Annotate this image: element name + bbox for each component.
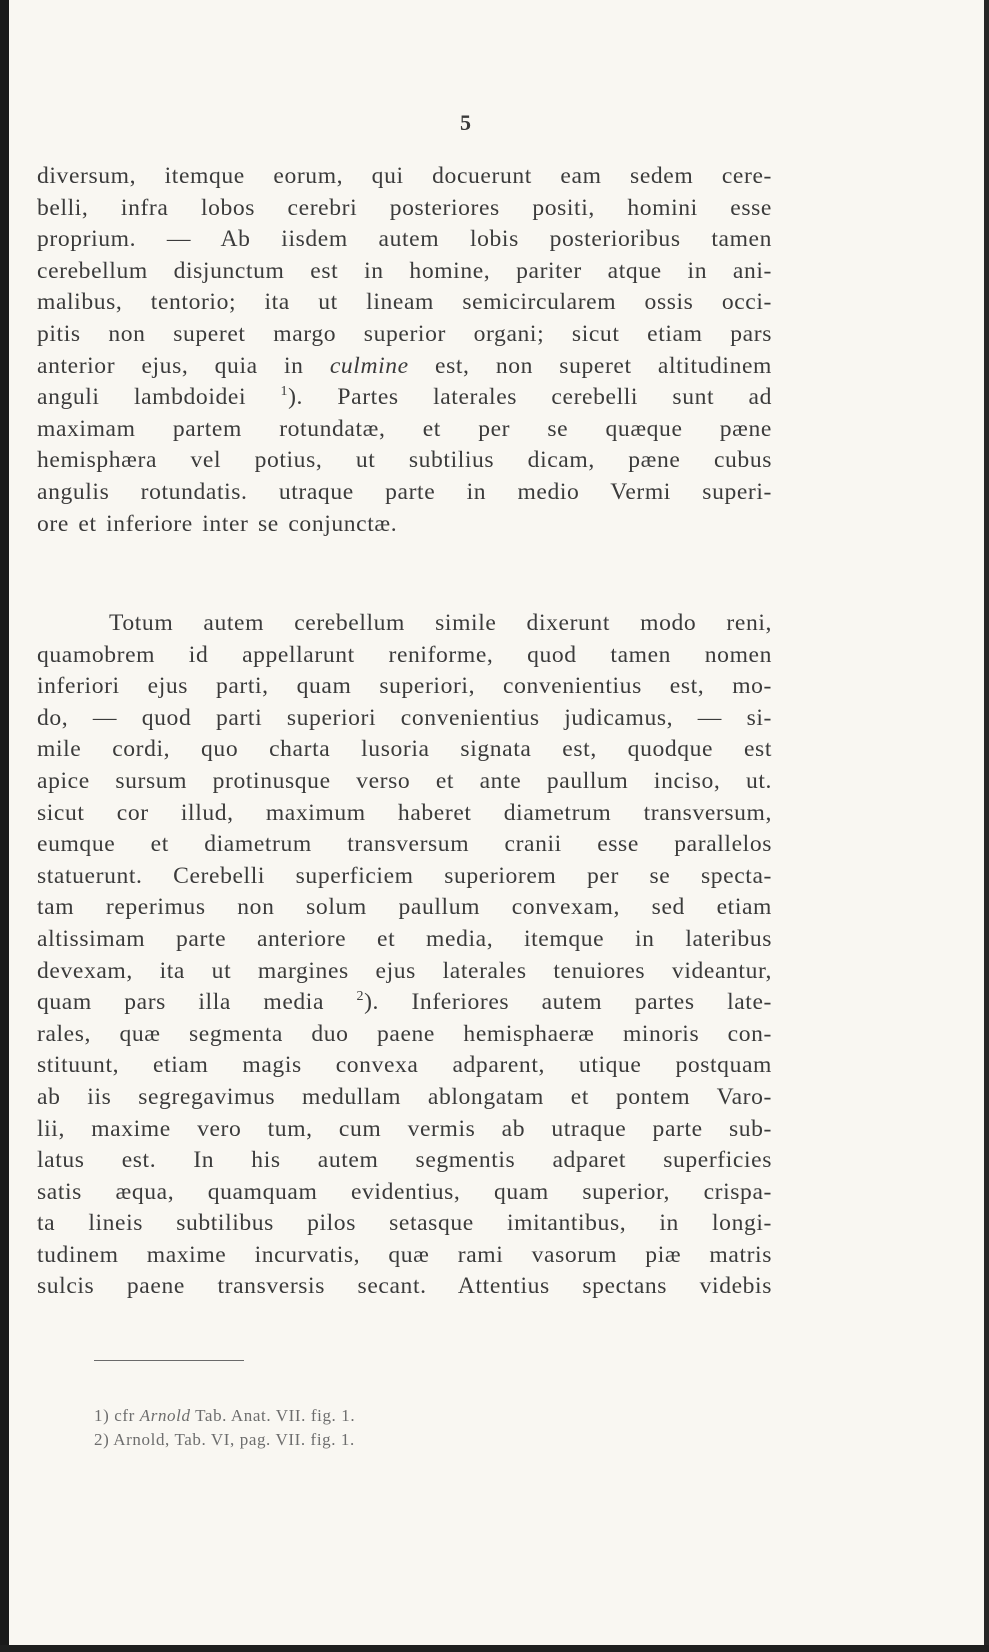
line-text: quam pars illa media — [37, 989, 357, 1016]
text-line: rales, quæ segmenta duo paene hemisphaeræ minoris con- — [37, 1020, 772, 1047]
text-line: belli, infra lobos cerebri posteriores positi, homini esse — [37, 194, 772, 221]
italic-term: culmine — [329, 352, 409, 379]
text-line: tam reperimus non solum paullum convexam, sed etiam — [37, 894, 772, 921]
text-line: do, — quod parti superiori convenientius judicamus, — si- — [37, 704, 772, 731]
text-line: maximam partem rotundatæ, et per se quæque pæne — [37, 415, 772, 442]
text-line: statuerunt. Cerebelli superficiem superiorem per se specta- — [37, 862, 772, 889]
footnote-2 — [94, 1428, 355, 1452]
footnote-text: Tab. Anat. VII. fig. 1. — [190, 1406, 356, 1425]
text-line: mile cordi, quo charta lusoria signata est, quodque est — [37, 736, 772, 763]
text-line: diversum, itemque eorum, qui docuerunt eam sedem cere- — [37, 163, 772, 189]
text-line: cerebellum disjunctum est in homine, pariter atque in ani- — [37, 257, 772, 284]
text-line: tudinem maxime incurvatis, quæ rami vasorum piæ matris — [37, 1241, 772, 1268]
line-text: anguli lambdoidei — [37, 384, 281, 411]
scan-border-bottom — [0, 1645, 989, 1652]
footnote-marker: 2) — [94, 1430, 110, 1449]
scan-border-left — [0, 0, 9, 1652]
text-line: apice sursum protinusque verso et ante paullum inciso, ut. — [37, 767, 772, 794]
text-line — [37, 382, 772, 414]
text-line: angulis rotundatis. utraque parte in medio Vermi superi- — [37, 478, 772, 505]
text-line: lii, maxime vero tum, cum vermis ab utraque parte sub- — [37, 1115, 772, 1142]
text-line: inferiori ejus parti, quam superiori, convenientius est, mo- — [37, 673, 772, 700]
text-line: devexam, ita ut margines ejus laterales tenuiores videantur, — [37, 957, 772, 984]
footnote-1 — [94, 1404, 355, 1428]
page-number: 5 — [460, 110, 471, 135]
text-line: sicut cor illud, maximum haberet diametrum transversum, — [37, 799, 772, 826]
text-line: altissimam parte anteriore et media, itemque in lateribus — [37, 925, 772, 952]
book-page — [9, 0, 984, 1645]
text-line: quamobrem id appellarunt reniforme, quod tamen nomen — [37, 641, 772, 668]
footnotes — [94, 1404, 355, 1452]
text-line: sulcis paene transversis secant. Attentius spectans videbis — [37, 1273, 772, 1300]
paragraph-1 — [37, 161, 772, 540]
text-line: proprium. — Ab iisdem autem lobis posterioribus tamen — [37, 226, 772, 253]
footnote-marker: 1) — [94, 1406, 110, 1425]
text-line — [37, 351, 772, 383]
footnote-author: Arnold — [139, 1406, 191, 1425]
paragraph-2 — [37, 608, 772, 1303]
footnote-text: cfr — [109, 1406, 140, 1425]
text-line: latus est. In his autem segmentis adparet superficies — [37, 1147, 772, 1174]
text-line: eumque et diametrum transversum cranii esse parallelos — [37, 831, 772, 858]
footnote-text: Arnold, Tab. VI, pag. VII. fig. 1. — [109, 1430, 355, 1449]
footnote-ref: 2 — [356, 989, 365, 1005]
line-text: ). Partes laterales cerebelli sunt ad — [288, 384, 772, 411]
line-text: est, non superet altitudinem — [408, 352, 772, 379]
text-line: hemisphæra vel potius, ut subtilius dicam, pæne cubus — [37, 447, 772, 474]
text-line: ta lineis subtilibus pilos setasque imitantibus, in longi- — [37, 1210, 772, 1237]
text-line — [37, 987, 772, 1019]
footnote-ref: 1 — [280, 384, 289, 400]
text-line: Totum autem cerebellum simile dixerunt modo reni, — [109, 610, 772, 636]
scan-border-right — [984, 0, 989, 1652]
line-text: ). Inferiores autem partes late- — [364, 989, 772, 1016]
text-line: ab iis segregavimus medullam ablongatam et pontem Varo- — [37, 1083, 772, 1110]
text-line: stituunt, etiam magis convexa adparent, utique postquam — [37, 1052, 772, 1079]
line-text: anterior ejus, quia in — [37, 352, 330, 379]
text-line: malibus, tentorio; ita ut lineam semicircularem ossis occi- — [37, 289, 772, 316]
text-line: satis æqua, quamquam evidentius, quam superior, crispa- — [37, 1178, 772, 1205]
text-line: ore et inferiore inter se conjunctæ. — [37, 510, 398, 537]
footnote-divider — [94, 1360, 244, 1361]
text-line: pitis non superet margo superior organi; sicut etiam pars — [37, 320, 772, 347]
